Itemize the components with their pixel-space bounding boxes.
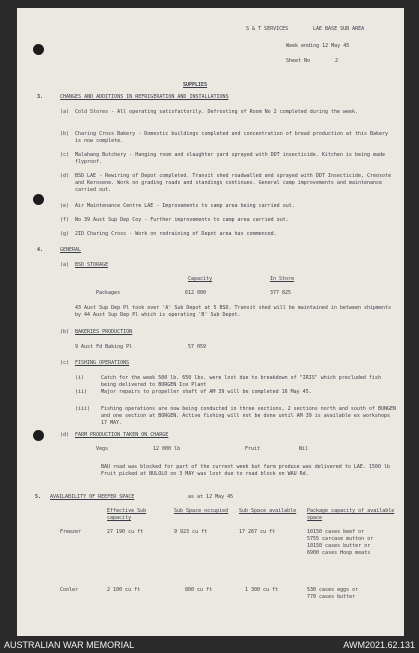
- table-cell: 6900 cases Hoop meats: [307, 550, 371, 556]
- punch-hole: [33, 430, 44, 441]
- item-key: (i): [75, 375, 85, 381]
- row-label: Freezer: [60, 529, 82, 535]
- in-store-value: 377 825: [270, 290, 292, 296]
- row-label: Packages: [96, 290, 121, 296]
- item-key: (c): [60, 360, 70, 366]
- table-cell: 27 190 cu ft: [107, 529, 144, 535]
- punch-hole: [33, 44, 44, 55]
- section-number: 5.: [35, 494, 42, 500]
- item-key: (a): [60, 262, 70, 268]
- table-cell: 9 923 cu ft: [174, 529, 208, 535]
- section-date: as at 12 May 45: [188, 494, 234, 500]
- capacity-value: 612 000: [185, 290, 207, 296]
- subsection-title: BAKERIES PRODUCTION: [75, 329, 133, 335]
- document-page: [17, 8, 404, 636]
- table-cell: 770 cases butter: [307, 594, 356, 600]
- archive-footer: [0, 636, 419, 653]
- row-label: Cooler: [60, 587, 79, 593]
- item-key: (b): [60, 329, 70, 335]
- page-title: SUPPLIES: [183, 82, 208, 88]
- storage-note: 43 Aust Sup Dep Pl took over 'A' Sub Depot at 5 BSD. Transit shed will be maintained in between shipments by 44 Aust Sup Dep Pl which is operating 'B' Sub Depot.: [75, 305, 392, 318]
- header-area: LAE BASE SUB AREA: [313, 26, 365, 32]
- item-text: Malahang Butchery - Hanging room and slaughter yard sprayed with DDT insecticide. Kitchen is being made flyproof.: [75, 152, 386, 165]
- item-key: (f): [60, 217, 70, 223]
- item-text: Charing Cross Bakery - Domestic buildings completed and concentration of bread production at this Bakery is now complete.: [75, 131, 389, 144]
- item-key: (iii): [75, 406, 91, 412]
- section-number: 3.: [37, 94, 44, 100]
- item-text: 2ID Charing Cross - Work on redraining of Depot area has commenced.: [75, 231, 277, 237]
- row-label: Fruit: [245, 446, 261, 452]
- column-header: Package capacity of available space: [307, 508, 395, 521]
- header-services: S & T SERVICES: [246, 26, 289, 32]
- header-sheet-number: 2: [335, 58, 339, 64]
- footer-accession-number: AWM2021.62.131: [343, 640, 415, 650]
- table-cell: 10150 cases beef or: [307, 529, 365, 535]
- bakery-value: 57 059: [188, 344, 207, 350]
- item-key: (ii): [75, 389, 88, 395]
- table-cell: 5755 carcase mutton or: [307, 536, 374, 542]
- fishing-text: Major repairs to propeller shaft of AM 39 will be completed 16 May 45.: [101, 389, 312, 395]
- footer-institution: AUSTRALIAN WAR MEMORIAL: [4, 640, 135, 650]
- table-cell: 10150 cases butter or: [307, 543, 371, 549]
- row-label: Vegs: [96, 446, 109, 452]
- subsection-title: FISHING OPERATIONS: [75, 360, 130, 366]
- item-key: (g): [60, 231, 70, 237]
- veg-value: 12 000 lb: [153, 446, 181, 452]
- item-key: (a): [60, 109, 70, 115]
- farm-note: BAU road was blocked for part of the current week but farm produce was delivered to LAE. 1500 lb Fruit picked at BULOLO on 3 MAY was lost due to road block on WAU Rd.: [101, 464, 390, 477]
- section-heading: AVAILABILITY OF REEFER SPACE: [50, 494, 135, 500]
- column-header: Sub Space occupied: [174, 508, 229, 514]
- table-cell: 17 267 cu ft: [239, 529, 276, 535]
- item-key: (c): [60, 152, 70, 158]
- punch-hole: [33, 194, 44, 205]
- table-cell: 530 cases eggs or: [307, 587, 359, 593]
- item-text: Cold Stores - All operating satisfactorily. Defrosting of Room No 2 completed during the week.: [75, 109, 358, 115]
- fishing-text: Catch for the week 500 lb. 650 lbs. were lost due to breakdown of "IRIS" which precluded fish being delivered to BORGEN Ice Plant: [101, 375, 381, 388]
- item-key: (d): [60, 173, 70, 179]
- fishing-text: Fishing operations are now being conducted in three sections, 2 sections north and south of BUNGEN and one section at BORGEN. Active fishing will not be done until AM 39 is available ex workshops 17 MAY.: [101, 406, 397, 426]
- item-text: No 39 Aust Sup Dep Coy - Further improvements to camp area carried out.: [75, 217, 289, 223]
- section-heading: CHANGES AND ADDITIONS IN REFRIGERATION AND INSTALLATIONS: [60, 94, 229, 100]
- column-header: Capacity: [188, 276, 213, 282]
- section-number: 4.: [37, 247, 44, 253]
- header-week: Week ending 12 May 45: [286, 43, 350, 49]
- item-text: BSD LAE - Rewiring of Depot completed. Transit shed roadwalled and sprayed with DDT Insecticide, Creosote and Kerosene. Work on grading roads and standings continues. General camp improvements and maintenance carried out.: [75, 173, 392, 193]
- fruit-value: Nil: [299, 446, 309, 452]
- column-header: In Store: [270, 276, 295, 282]
- table-cell: 1 300 cu ft: [245, 587, 279, 593]
- section-heading: GENERAL: [60, 247, 82, 253]
- item-key: (e): [60, 203, 70, 209]
- subsection-title: FARM PRODUCTION TAKEN ON CHARGE: [75, 432, 169, 438]
- item-key: (d): [60, 432, 70, 438]
- table-cell: 800 cu ft: [185, 587, 213, 593]
- item-key: (b): [60, 131, 70, 137]
- item-text: Air Maintenance Centre LAE - Improvements to camp area being carried out.: [75, 203, 295, 209]
- column-header: Effective Sub capacity: [107, 508, 147, 521]
- header-sheet-label: Sheet No: [286, 58, 311, 64]
- subsection-title: BSD STORAGE: [75, 262, 109, 268]
- table-cell: 2 100 cu ft: [107, 587, 141, 593]
- bakery-name: 9 Aust Fd Baking Pl: [75, 344, 133, 350]
- column-header: Sub Space available: [239, 508, 297, 514]
